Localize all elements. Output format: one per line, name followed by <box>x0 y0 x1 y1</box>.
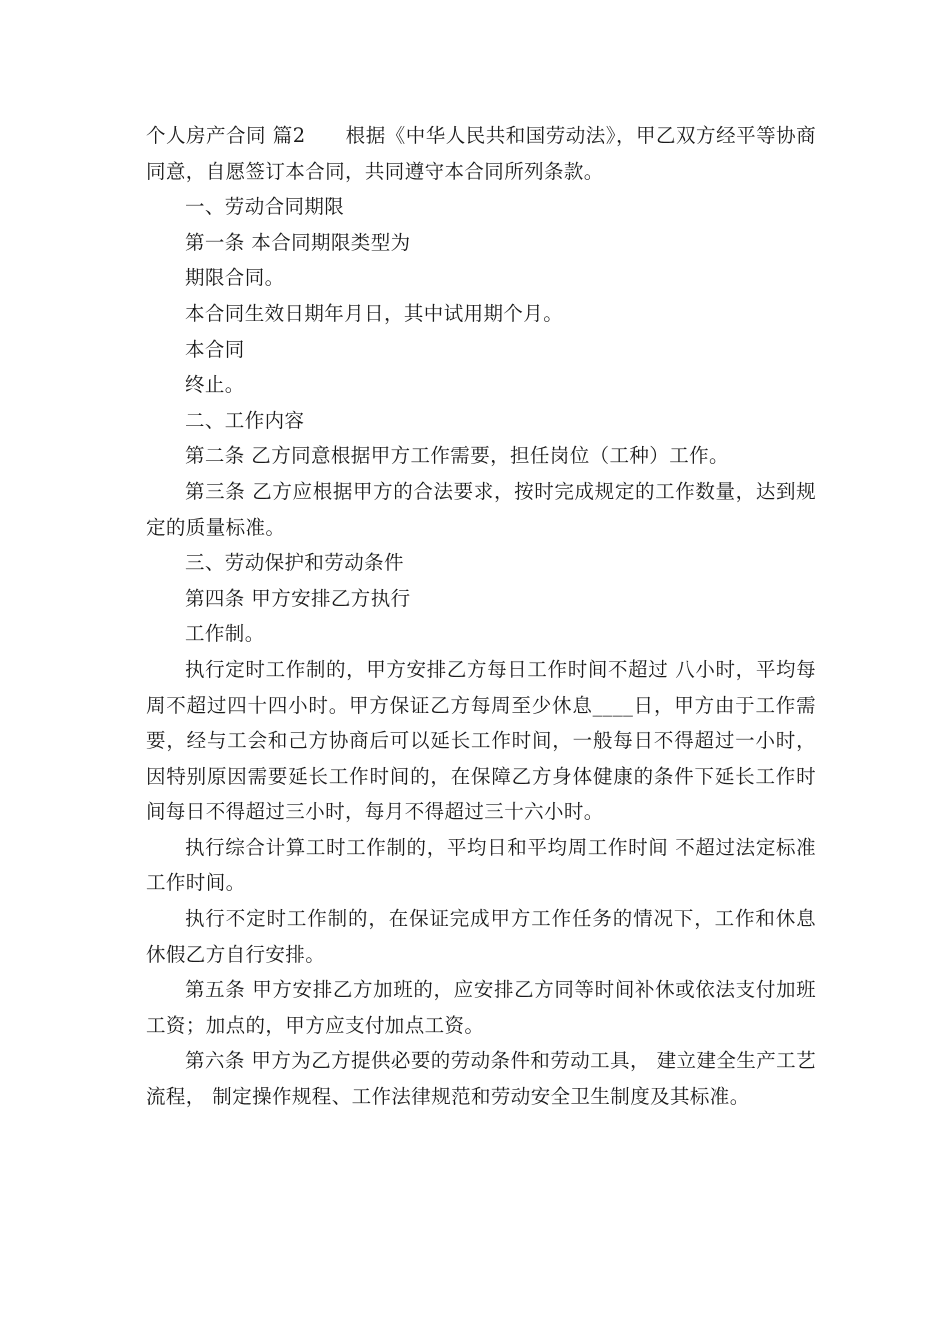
article-6: 第六条 甲方为乙方提供必要的劳动条件和劳动工具， 建立建全生产工艺流程， 制定操作规程、工作法律规范和劳动安全卫生制度及其标准。 <box>146 1049 816 1109</box>
article-4: 第四条 甲方安排乙方执行 <box>185 586 411 610</box>
section-heading-work-content: 二、工作内容 <box>185 408 305 432</box>
article-4-continuation: 工作制。 <box>185 622 265 646</box>
article-2: 第二条 乙方同意根据甲方工作需要，担任岗位（工种）工作。 <box>185 444 729 468</box>
intro-paragraph: 个人房产合同 篇2 根据《中华人民共和国劳动法》，甲乙双方经平等协商同意，自愿签订本合同，共同遵守本合同所列条款。 <box>146 124 816 183</box>
article-3: 第三条 乙方应根据甲方的合法要求，按时完成规定的工作数量，达到规定的质量标准。 <box>146 479 816 539</box>
section-heading-term: 一、劳动合同期限 <box>185 195 345 219</box>
article-1: 第一条 本合同期限类型为 <box>185 230 411 254</box>
contract-termination-continuation: 终止。 <box>185 373 245 397</box>
flexible-hours-paragraph: 执行不定时工作制的，在保证完成甲方工作任务的情况下，工作和休息休假乙方自行安排。 <box>146 907 816 966</box>
fixed-hours-paragraph: 执行定时工作制的，甲方安排乙方每日工作时间不超过 八小时，平均每周不超过四十四小时。甲方保证乙方每周至少休息____日，甲方由于工作需要，经与工会和己方协商后可以延长工作时间，一般每日不得超过一小时，因特别原因需要延长工作时间的，在保障乙方身体健康的条件下延长工作时间每日不得超过三小时，每月不得超过三十六小时。 <box>146 657 816 824</box>
section-heading-labor-protection: 三、劳动保护和劳动条件 <box>185 551 404 575</box>
effective-date-paragraph: 本合同生效日期年月日，其中试用期个月。 <box>185 301 564 325</box>
article-5: 第五条 甲方安排乙方加班的，应安排乙方同等时间补休或依法支付加班工资；加点的，甲方应支付加点工资。 <box>146 978 816 1037</box>
comprehensive-hours-paragraph: 执行综合计算工时工作制的，平均日和平均周工作时间 不超过法定标准工作时间。 <box>146 835 816 895</box>
article-1-continuation: 期限合同。 <box>185 266 285 290</box>
contract-termination-line: 本合同 <box>185 337 245 361</box>
document-body <box>146 118 816 1115</box>
